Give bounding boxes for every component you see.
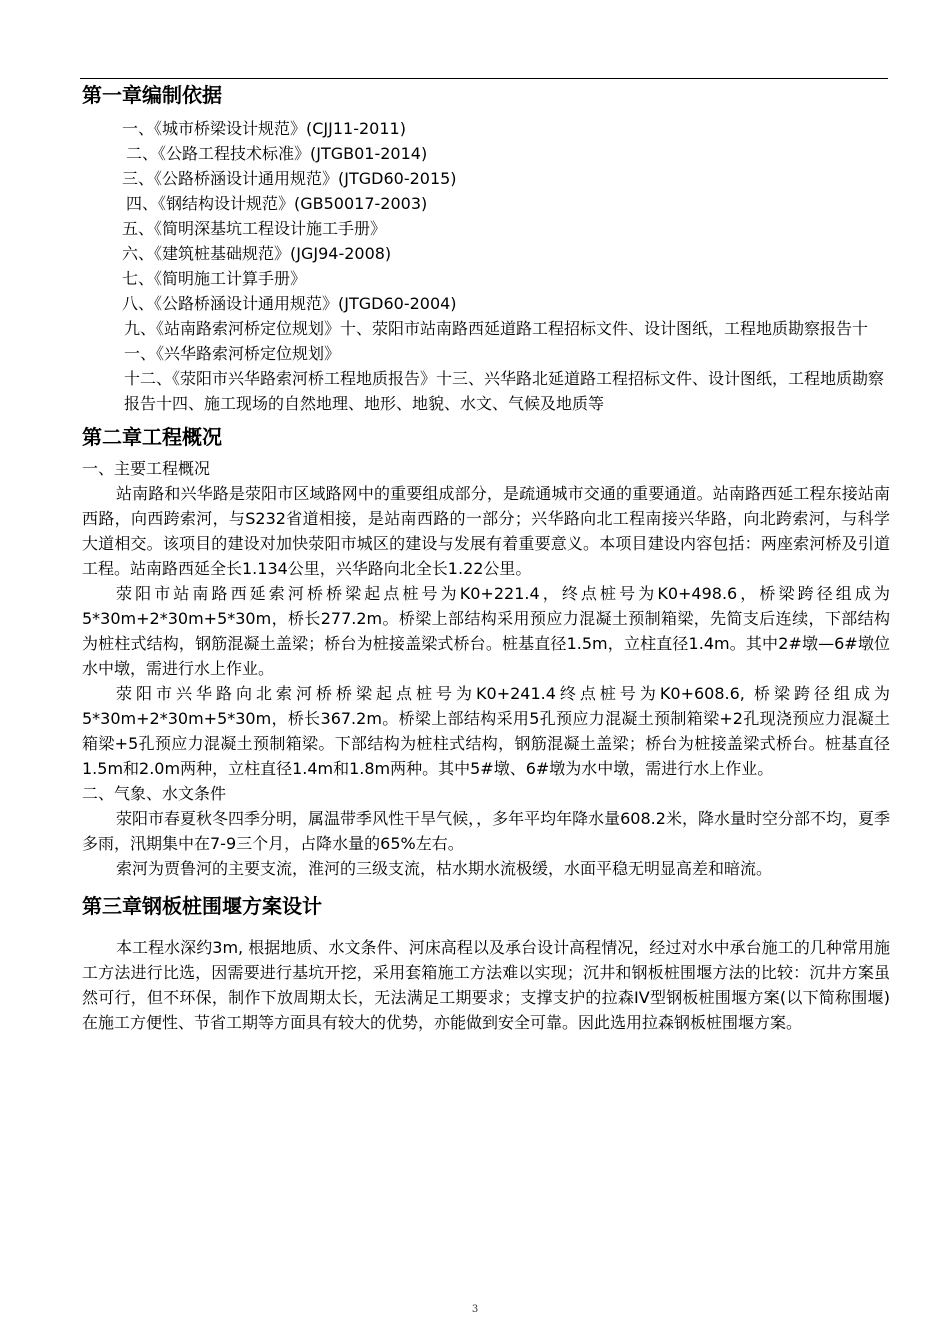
chapter-1-title: 第一章编制依据 — [82, 83, 222, 107]
reference-list — [82, 116, 890, 416]
reference-item: 六、《建筑桩基础规范》(JGJ94-2008) — [122, 244, 392, 263]
section-heading: 一、主要工程概况 — [82, 459, 211, 478]
reference-item: 一、《城市桥梁设计规范》(CJJ11-2011) — [122, 119, 406, 138]
body-paragraph: 荥阳市春夏秋冬四季分明，属温带季风性干旱气候，，多年平均年降水量608.2米，降水量时空分部不均，夏季多雨，汛期集中在7-9三个月，占降水量的65%左右。 — [82, 809, 890, 853]
chapter-2-title: 第二章工程概况 — [82, 425, 222, 449]
reference-item: 七、《简明施工计算手册》 — [122, 269, 307, 288]
body-paragraph: 荥阳市兴华路向北索河桥桥梁起点桩号为K0+241.4终点桩号为K0+608.6, 桥梁跨径组成为5*30m+2*30m+5*30m，桥长367.2m。桥梁上部结构采用5孔预应力混凝土预制箱梁+2孔现浇预应力混凝土箱梁+5孔预应力混凝土预制箱梁。下部结构为桩柱式结构，钢筋混凝土盖梁；桥台为桩接盖梁式桥台。桩基直径1.5m和2.0m两种，立柱直径1.4m和1.8m两种。其中5#墩、6#墩为水中墩，需进行水上作业。 — [82, 684, 890, 778]
section-heading: 二、气象、水文条件 — [82, 784, 227, 803]
reference-item: 九、《站南路索河桥定位规划》十、荥阳市站南路西延道路工程招标文件、设计图纸，工程地质勘察报告十一、《兴华路索河桥定位规划》 — [124, 319, 869, 363]
header-rule — [80, 78, 888, 79]
reference-item: 十二、《荥阳市兴华路索河桥工程地质报告》十三、兴华路北延道路工程招标文件、设计图纸，工程地质勘察报告十四、施工现场的自然地理、地形、地貌、水文、气候及地质等 — [124, 369, 885, 413]
document-body — [82, 80, 890, 1035]
body-paragraph: 荥阳市站南路西延索河桥桥梁起点桩号为K0+221.4，终点桩号为K0+498.6，桥梁跨径组成为5*30m+2*30m+5*30m，桥长277.2m。桥梁上部结构采用预应力混凝土预制箱梁，先简支后连续，下部结构为桩柱式结构，钢筋混凝土盖梁；桥台为桩接盖梁式桥台。桩基直径1.5m，立柱直径1.4m。其中2#墩—6#墩位水中墩，需进行水上作业。 — [82, 584, 890, 678]
body-paragraph: 本工程水深约3m, 根据地质、水文条件、河床高程以及承台设计高程情况，经过对水中承台施工的几种常用施工方法进行比选，因需要进行基坑开挖，采用套箱施工方法难以实现；沉井和钢板桩围堰方法的比较：沉井方案虽然可行，但不环保，制作下放周期太长，无法满足工期要求；支撑支护的拉森IV型钢板桩围堰方案(以下简称围堰)在施工方便性、节省工期等方面具有较大的优势，亦能做到安全可靠。因此选用拉森钢板桩围堰方案。 — [82, 938, 890, 1032]
reference-item: 四、《钢结构设计规范》(GB50017-2003) — [126, 194, 428, 213]
reference-item: 二、《公路工程技术标准》(JTGB01-2014) — [126, 144, 428, 163]
reference-item: 八、《公路桥涵设计通用规范》(JTGD60-2004) — [122, 294, 457, 313]
page-number: 3 — [471, 1304, 479, 1315]
chapter-3-title: 第三章钢板桩围堰方案设计 — [82, 894, 322, 918]
body-paragraph: 索河为贾鲁河的主要支流，淮河的三级支流，枯水期水流极缓，水面平稳无明显高差和暗流。 — [116, 859, 773, 878]
body-paragraph: 站南路和兴华路是荥阳市区域路网中的重要组成部分，是疏通城市交通的重要通道。站南路西延工程东接站南西路，向西跨索河，与S232省道相接，是站南西路的一部分；兴华路向北工程南接兴华路，向北跨索河，与科学大道相交。该项目的建设对加快荥阳市城区的建设与发展有着重要意义。本项目建设内容包括：两座索河桥及引道工程。站南路西延全长1.134公里，兴华路向北全长1.22公里。 — [82, 484, 890, 578]
reference-item: 三、《公路桥涵设计通用规范》(JTGD60-2015) — [122, 169, 457, 188]
reference-item: 五、《简明深基坑工程设计施工手册》 — [122, 219, 387, 238]
